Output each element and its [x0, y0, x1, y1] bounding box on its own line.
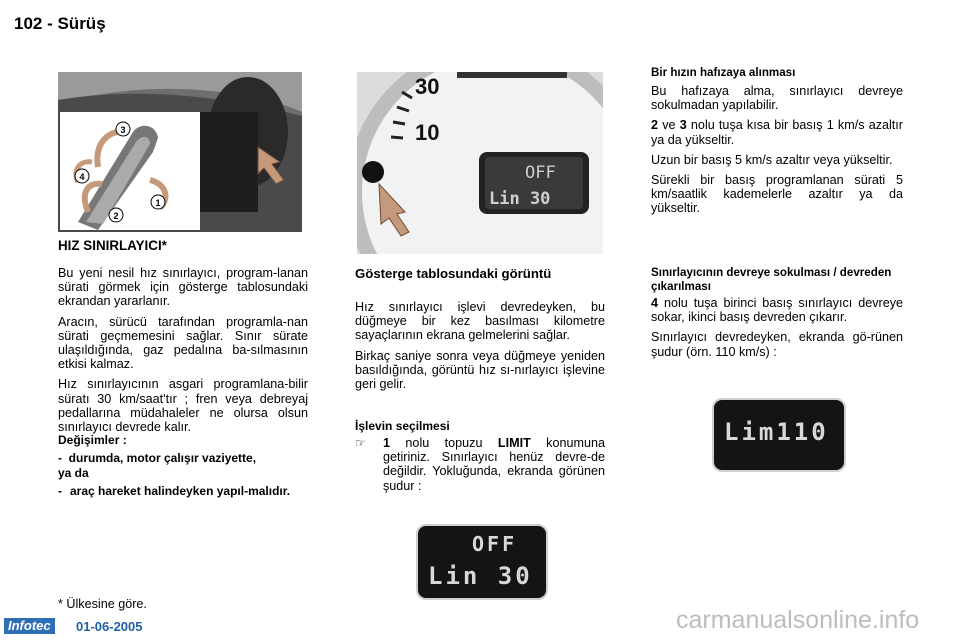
gauge-photo [357, 72, 603, 254]
right-body-1 [651, 84, 903, 222]
pointing-finger-icon: ☞ [355, 436, 366, 450]
paragraph-3: Hız sınırlayıcının asgari programlana-bilir süratı 30 km/saat'tır ; fren veya debreyaj pedallarına müdahaleler ne olursa olsun sınırlayıcı devrede kalır. [58, 377, 308, 435]
lcd-limit-line: Lin 30 [428, 562, 533, 590]
change-or: ya da [58, 466, 89, 480]
stalk-photo [58, 72, 302, 232]
footnote: * Ülkesine göre. [58, 597, 147, 611]
right-paragraph-3: Uzun bir basış 5 km/s azaltır veya yükseltir. [651, 152, 893, 167]
left-body [58, 266, 308, 440]
section-heading-display: Gösterge tablosundaki görüntü [355, 266, 552, 281]
change-item-2: - araç hareket halindeyken yapıl-malıdır. [58, 484, 291, 498]
gauge-illustration [357, 72, 603, 254]
section-heading-speed-limiter: HIZ SINIRLAYICI* [58, 238, 167, 253]
middle-body [355, 300, 605, 397]
dial-label-30: 30 [415, 74, 440, 99]
lcd-display-off [416, 524, 548, 600]
page-title: 102 - Sürüş [14, 14, 106, 33]
middle-paragraph-2: Birkaç saniye sonra veya düğmeye yeniden basıldığında, görüntü hız sı-nırlayıcı işlevine geri gelir. [355, 348, 605, 392]
section-heading-memorize: Bir hızın hafızaya alınması [651, 66, 796, 79]
gauge-lcd-bottom: Lin 30 [489, 189, 551, 209]
paragraph-2: Aracın, sürücü tarafından programla-nan sürati geçmemesini sağlar. Sınır sürate ulaşıldığında, gaz pedalına ba-sılmasının etkisi kalmaz. [58, 314, 308, 372]
change-item-1: - durumda, motor çalışır vaziyette, [58, 451, 257, 465]
lcd-110-line: Lim110 [724, 418, 829, 446]
intro-paragraph: Bu yeni nesil hız sınırlayıcı, program-lanan sürati görmek için gösterge tablosundaki ekrandan yararlanır. [58, 266, 308, 309]
selection-heading: İşlevin seçilmesi [355, 419, 450, 433]
dial-label-10: 10 [415, 120, 440, 145]
watermark: carmanualsonline.info [676, 606, 920, 634]
right-paragraph-2: 2 ve 3 nolu tuşa kısa bir basış 1 km/s azaltır ya da yükseltir. [651, 118, 903, 147]
stalk-illustration [58, 72, 302, 232]
callout-3: 3 [120, 125, 126, 135]
right-paragraph-1: Bu hafızaya alma, sınırlayıcı devreye sokulmadan yapılabilir. [651, 84, 903, 113]
right-paragraph-5: 4 nolu tuşa birinci basış sınırlayıcı devreye sokar, ikinci basış devreden çıkarır. [651, 296, 903, 325]
callout-1: 1 [155, 198, 161, 208]
right-paragraph-6: Sınırlayıcı devredeyken, ekranda gö-rünen şudur (örn. 110 km/s) : [651, 330, 903, 359]
callout-4: 4 [79, 172, 85, 182]
middle-paragraph-1: Hız sınırlayıcı işlevi devredeyken, bu düğmeye bir kez basılması kilometre sayaçlarının ekrana gelmelerini sağlar. [355, 300, 605, 343]
section-heading-activation: Sınırlayıcının devreye sokulması / devreden çıkarılması [651, 266, 892, 293]
lcd-off-line: OFF [472, 532, 518, 556]
gauge-lcd-top: OFF [525, 163, 556, 183]
lcd-display-limit-110 [712, 398, 846, 472]
right-paragraph-4: Sürekli bir basış programlanan sürati 5 km/saatlik kademelerle azaltır ya da yükseltir. [651, 173, 903, 216]
callout-2: 2 [113, 211, 119, 221]
changes-heading: Değişimler : [58, 433, 127, 447]
brand-logo: Infotec [4, 618, 55, 634]
right-body-2 [651, 296, 903, 365]
footer-date: 01-06-2005 [76, 619, 143, 634]
selection-step: ☞ 1 nolu topuzu LIMIT konumuna getiriniz. Sınırlayıcı henüz devre-de değildir. Yokluğunda, ekranda görünen şudur : [355, 436, 605, 493]
